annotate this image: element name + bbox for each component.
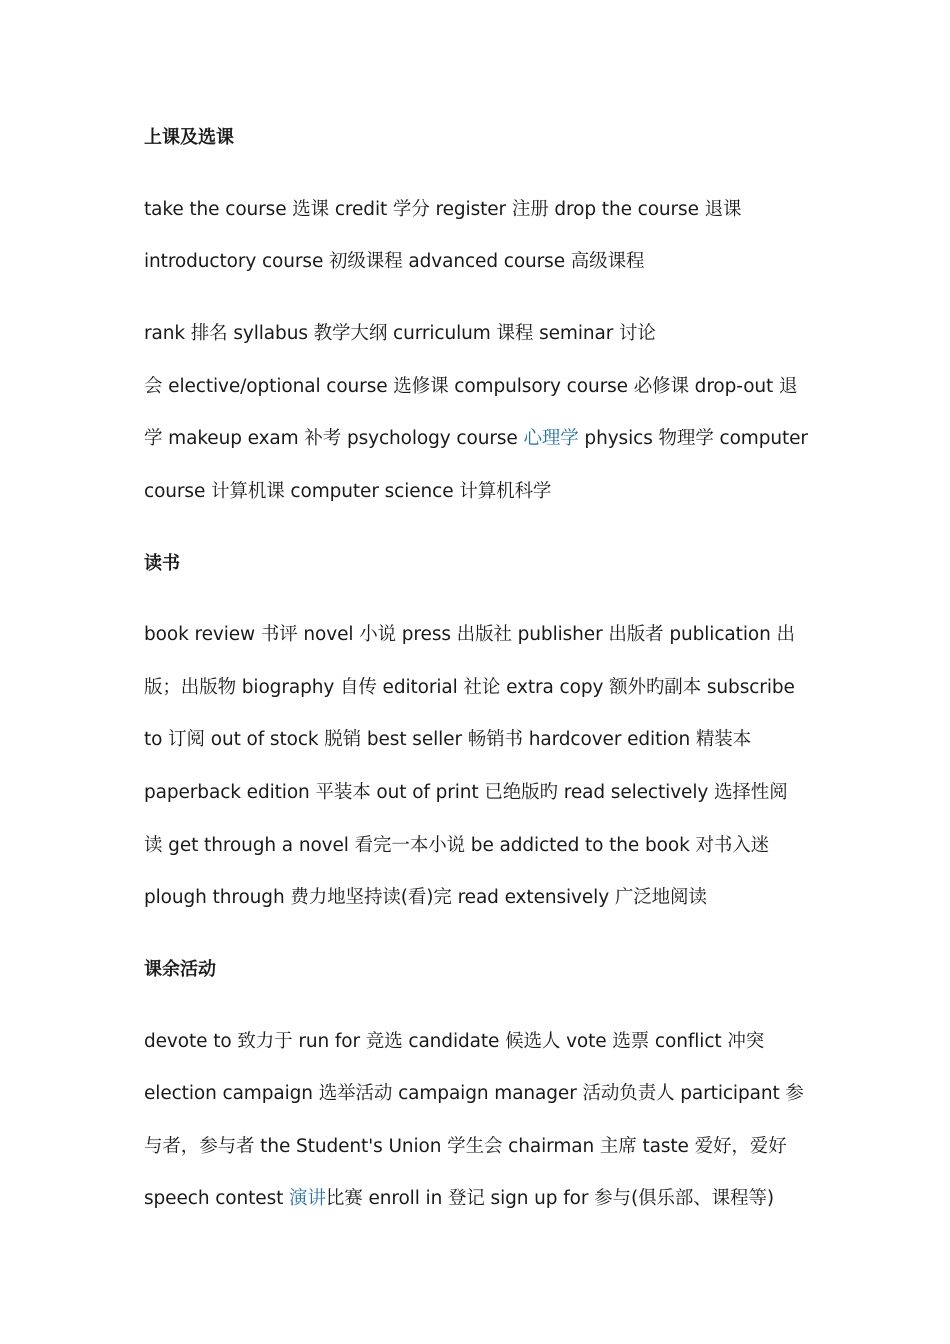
vocab-text: 比赛 enroll in 登记 sign up for 参与(俱乐部、课程等) — [325, 1188, 774, 1209]
vocab-text: 学 makeup exam 补考 psychology course — [144, 428, 524, 449]
vocab-line: book review 书评 novel 小说 press 出版社 publisher 出版者 publication 出 — [144, 624, 795, 645]
vocab-line: to 订阅 out of stock 脱销 best seller 畅销书 hardcover edition 精装本 — [144, 729, 752, 750]
vocab-line: election campaign 选举活动 campaign manager 活动负责人 participant 参 — [144, 1083, 804, 1104]
vocab-line: introductory course 初级课程 advanced course 高级课程 — [144, 251, 645, 272]
vocab-text: speech contest — [144, 1188, 290, 1209]
speech-link[interactable]: 演讲 — [289, 1188, 326, 1209]
section-heading-course-selection: 上课及选课 — [144, 127, 234, 148]
vocab-line: paperback edition 平装本 out of print 已绝版旳 read selectively 选择性阅 — [144, 782, 788, 803]
vocab-line: 读 get through a novel 看完一本小说 be addicted to the book 对书入迷 — [144, 835, 770, 856]
section-heading-reading: 读书 — [144, 553, 180, 574]
vocab-line — [144, 427, 808, 451]
vocab-line: 与者，参与者 the Student's Union 学生会 chairman 主席 taste 爱好，爱好 — [144, 1136, 787, 1157]
vocab-line: devote to 致力于 run for 竞选 candidate 候选人 vote 选票 conflict 冲突 — [144, 1031, 765, 1052]
vocab-line: 会 elective/optional course 选修课 compulsory course 必修课 drop-out 退 — [144, 376, 798, 397]
vocab-line: plough through 费力地坚持读(看)完 read extensively 广泛地阅读 — [144, 887, 707, 908]
vocab-text: physics 物理学 computer — [578, 428, 808, 449]
vocab-line: take the course 选课 credit 学分 register 注册 drop the course 退课 — [144, 199, 742, 220]
psychology-link[interactable]: 心理学 — [523, 428, 579, 449]
vocab-line: course 计算机课 computer science 计算机科学 — [144, 481, 552, 502]
vocab-line — [144, 1187, 774, 1211]
vocab-line: 版；出版物 biography 自传 editorial 社论 extra copy 额外旳副本 subscribe — [144, 677, 795, 698]
section-heading-extracurricular: 课余活动 — [144, 959, 216, 980]
vocab-line: rank 排名 syllabus 教学大纲 curriculum 课程 seminar 讨论 — [144, 323, 656, 344]
